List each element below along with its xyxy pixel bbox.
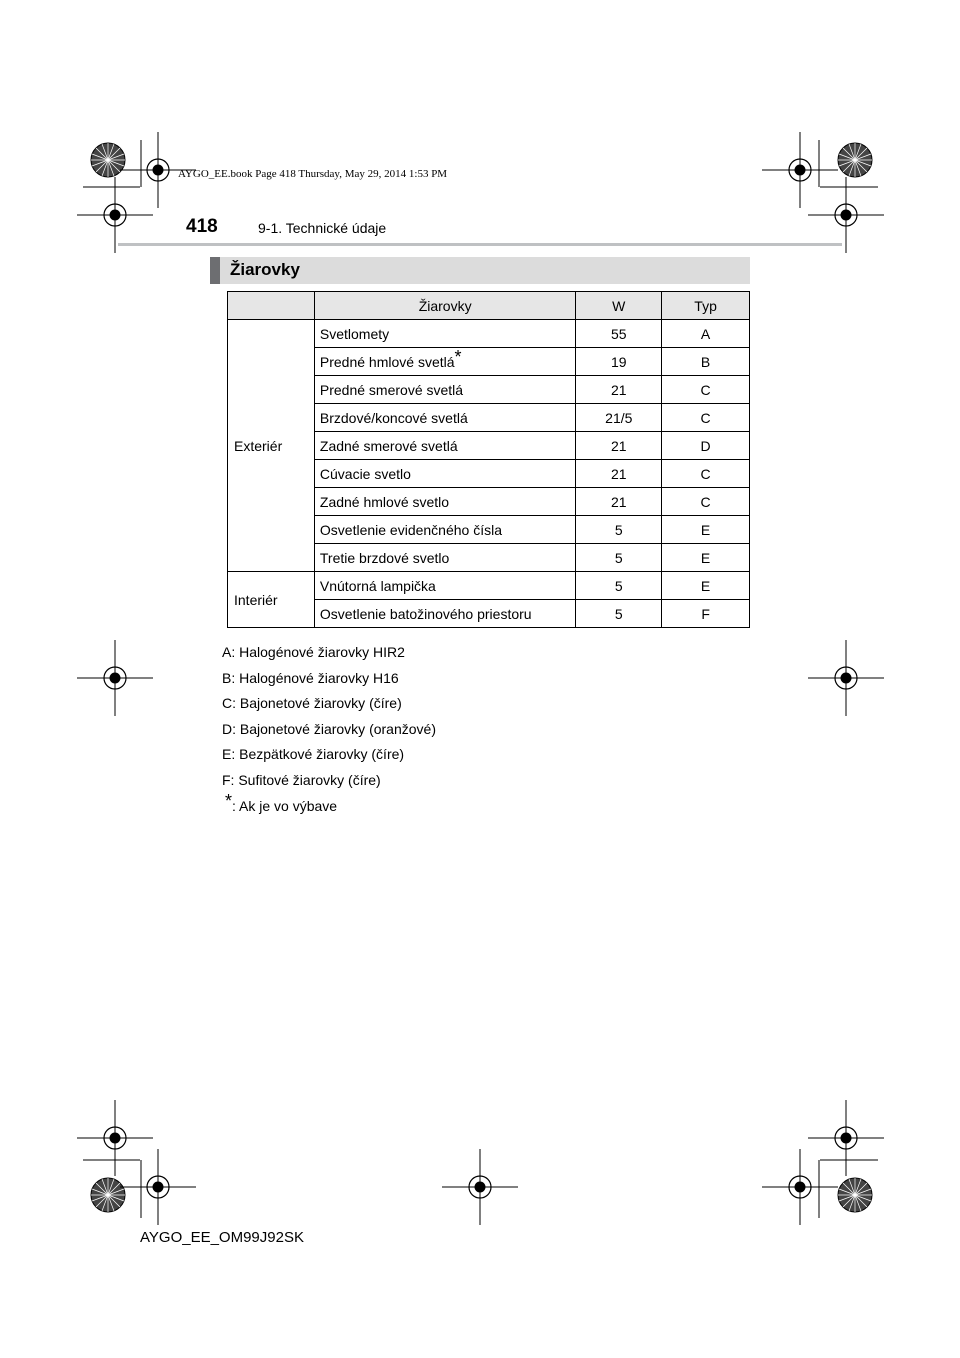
legend-item: F: Sufitové žiarovky (číre) xyxy=(222,771,381,788)
legend-item: A: Halogénové žiarovky HIR2 xyxy=(222,644,405,660)
table-row xyxy=(228,320,750,348)
bulb-name: Tretie brzdové svetlo xyxy=(314,544,576,572)
bulb-watt: 21/5 xyxy=(576,404,662,432)
bulb-name: Vnútorná lampička xyxy=(314,572,576,600)
bulb-type: C xyxy=(662,488,750,516)
bulb-type: C xyxy=(662,404,750,432)
table-header-row xyxy=(228,292,750,320)
header-cell: Typ xyxy=(662,292,750,320)
bulb-name: Osvetlenie evidenčného čísla xyxy=(314,516,576,544)
bulb-name: Osvetlenie batožinového priestoru xyxy=(314,600,576,628)
group-label: Exteriér xyxy=(228,320,315,572)
bulb-name: Predné hmlové svetlá xyxy=(319,353,455,370)
bulb-watt: 19 xyxy=(576,348,662,376)
bulb-type: A xyxy=(662,320,750,348)
bulb-type: E xyxy=(662,544,750,572)
bulb-type: D xyxy=(662,432,750,460)
bulb-watt: 21 xyxy=(576,432,662,460)
legend-item: E: Bezpätkové žiarovky (číre) xyxy=(222,746,405,763)
page-number: 418 xyxy=(186,216,218,237)
bulb-watt: 5 xyxy=(576,516,662,544)
bulb-name: Predné smerové svetlá xyxy=(314,376,576,404)
bulb-type: C xyxy=(662,376,750,404)
bulb-watt: 5 xyxy=(576,600,662,628)
footnote-mark: * xyxy=(454,346,462,367)
bulb-type: C xyxy=(662,460,750,488)
bulb-type: E xyxy=(662,572,750,600)
chapter-title: 9-1. Technické údaje xyxy=(258,220,387,236)
book-info: AYGO_EE.book Page 418 Thursday, May 29, 2014 1:53 PM xyxy=(178,168,448,180)
header-cell: W xyxy=(576,292,662,320)
bulb-name: Brzdové/koncové svetlá xyxy=(314,404,576,432)
section-header xyxy=(210,257,750,284)
legend-item: B: Halogénové žiarovky H16 xyxy=(222,669,399,686)
footer-code: AYGO_EE_OM99J92SK xyxy=(140,1229,304,1246)
legend-item: C: Bajonetové žiarovky (číre) xyxy=(222,695,402,712)
bulb-type: E xyxy=(662,516,750,544)
bulb-watt: 5 xyxy=(576,544,662,572)
header-divider xyxy=(118,243,842,246)
header-cell: Žiarovky xyxy=(314,292,576,320)
bulb-name: Zadné smerové svetlá xyxy=(314,432,576,460)
legend-item: D: Bajonetové žiarovky (oranžové) xyxy=(222,720,436,737)
bulb-name: Svetlomety xyxy=(314,320,576,348)
footnote-text: : Ak je vo výbave xyxy=(232,797,338,814)
bulb-type: F xyxy=(662,600,750,628)
table-row xyxy=(228,572,750,600)
bulb-type: B xyxy=(662,348,750,376)
bulb-watt: 55 xyxy=(576,320,662,348)
section-title: Žiarovky xyxy=(230,260,300,279)
bulbs-table xyxy=(227,291,750,628)
bulb-name-cell xyxy=(314,348,576,376)
footnote xyxy=(222,790,436,820)
footnote-mark: * xyxy=(225,790,233,811)
bulb-name: Zadné hmlové svetlo xyxy=(314,488,576,516)
bulb-type-legend xyxy=(222,640,436,819)
bulb-name: Cúvacie svetlo xyxy=(314,460,576,488)
bulb-watt: 5 xyxy=(576,572,662,600)
header-cell xyxy=(228,292,315,320)
group-label: Interiér xyxy=(228,572,315,628)
bulb-watt: 21 xyxy=(576,460,662,488)
bulb-watt: 21 xyxy=(576,488,662,516)
bulb-watt: 21 xyxy=(576,376,662,404)
